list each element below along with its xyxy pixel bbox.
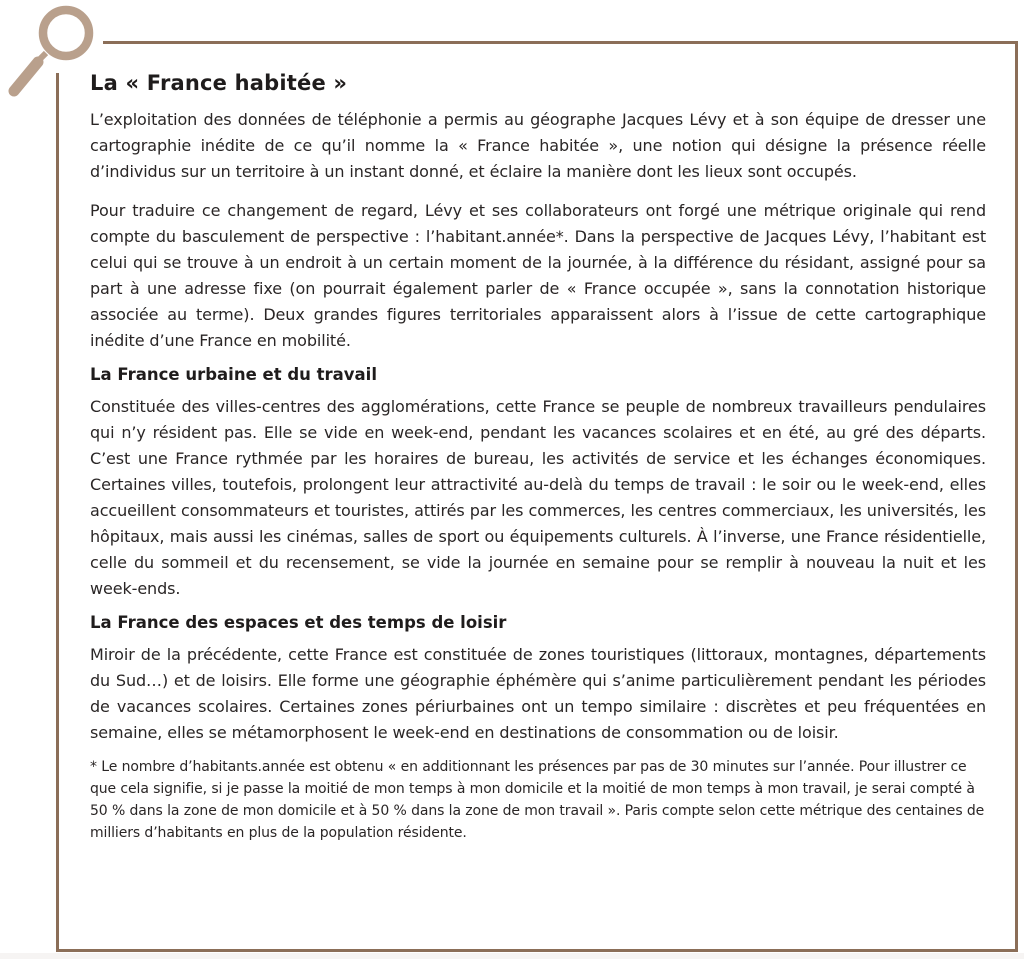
section-text-loisir: Miroir de la précédente, cette France est constituée de zones touristiques (littoraux, montagnes, départements du Sud…) et de loisirs. Elle forme une géographie éphémère qui s’anime particulièrement pendant les périodes de vacances scolaires. Certaines zones périurbaines ont un tempo similaire : discrètes et peu fréquentées en semaine, elles se métamorphosent le week-end en destinations de consommation ou de loisir. bbox=[90, 645, 986, 742]
section-text-urbaine: Constituée des villes-centres des agglomérations, cette France se peuple de nombreux travailleurs pendulaires qui n’y résident pas. Elle se vide en week-end, pendant les vacances scolaires et en été, au gré des départs. C’est une France rythmée par les horaires de bureau, les activités de service et les échanges économiques. Certaines villes, toutefois, prolongent leur attractivité au-delà du temps de travail : le soir ou le week-end, elles accueillent consommateurs et touristes, attirés par les commerces, les centres commerciaux, les universités, les hôpitaux, mais aussi les cinémas, salles de sport ou équipements culturels. À l’inverse, une France résidentielle, celle du sommeil et du recensement, se vide la journée en semaine pour se remplir à nouveau la nuit et les week-ends. bbox=[90, 397, 986, 598]
intro-paragraph: L’exploitation des données de téléphonie a permis au géographe Jacques Lévy et à son équipe de dresser une cartographie inédite de ce qu’il nomme la « France habitée », une notion qui désigne la présence réelle d’individus sur un territoire à un instant donné, et éclaire la manière dont les lieux sont occupés. bbox=[90, 110, 986, 181]
box-border-top bbox=[103, 41, 1018, 44]
box-title: La « France habitée » bbox=[90, 71, 348, 95]
section-heading-urbaine: La France urbaine et du travail bbox=[90, 365, 377, 384]
box-content bbox=[90, 68, 986, 844]
section-heading-loisir: La France des espaces et des temps de loisir bbox=[90, 613, 507, 632]
box-border-bottom bbox=[56, 949, 1018, 952]
page-bottom-shade bbox=[0, 953, 1024, 959]
magnifier-icon bbox=[0, 0, 100, 105]
intro-paragraph: Pour traduire ce changement de regard, Lévy et ses collaborateurs ont forgé une métrique originale qui rend compte du basculement de perspective : l’habitant.année*. Dans la perspective de Jacques Lévy, l’habitant est celui qui se trouve à un endroit à un certain moment de la journée, à la différence du résidant, assigné pour sa part à une adresse fixe (on pourrait également parler de « France occupée », sans la connotation historique associée au terme). Deux grandes figures territoriales apparaissent alors à l’issue de cette cartographique inédite d’une France en mobilité. bbox=[90, 201, 986, 350]
box-border-right bbox=[1015, 41, 1018, 952]
footnote: * Le nombre d’habitants.année est obtenu « en additionnant les présences par pas de 30 minutes sur l’année. Pour illustrer ce que cela signifie, si je passe la moitié de mon temps à mon domicile et la moitié de mon temps à mon travail, je serai compté à 50 % dans la zone de mon domicile et à 50 % dans la zone de mon travail ». Paris compte selon cette métrique des centaines de milliers d’habitants en plus de la population résidente. bbox=[90, 759, 985, 841]
box-border-left bbox=[56, 73, 59, 952]
